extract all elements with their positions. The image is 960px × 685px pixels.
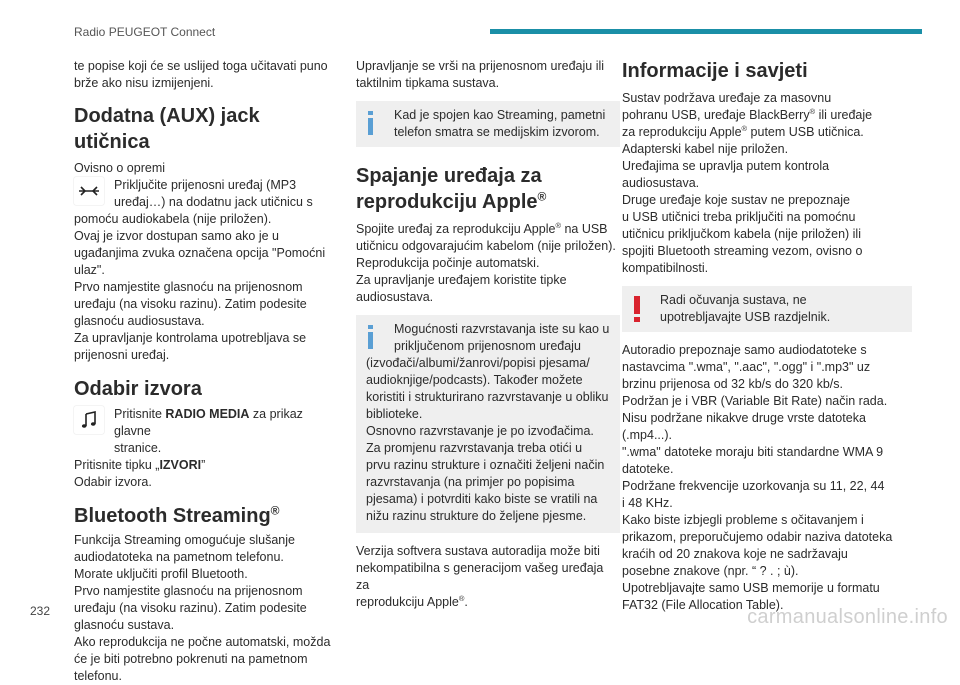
watermark: carmanualsonline.info xyxy=(747,606,948,628)
note-line: Mogućnosti razvrstavanja iste su kao u xyxy=(394,322,610,336)
info-line: Druge uređaje koje sustav ne prepoznaje xyxy=(622,193,850,207)
apple-body-line: Za upravljanje uređajem koristite tipke xyxy=(356,273,567,287)
intro-line: brže ako nisu izmijenjeni. xyxy=(74,76,214,90)
bluetooth-body-line: glasnoću sustava. xyxy=(74,618,175,632)
info-line: Adapterski kabel nije priložen. xyxy=(622,142,789,156)
note-line: audioknjige/podcasts). Također možete xyxy=(366,373,583,387)
aux-body-line: ulaz". xyxy=(74,263,105,277)
info-note-streaming xyxy=(356,101,620,147)
format-line: prikazom, preporučujemo odabir naziva datoteka xyxy=(622,530,893,544)
source-icon-row xyxy=(74,406,338,457)
source-line-3: Pritisnite tipku „IZVORI” xyxy=(74,458,206,472)
bluetooth-body-line: telefonu. xyxy=(74,669,122,683)
format-line: ".wma" datoteke moraju biti standardne WMA 9 xyxy=(622,445,884,459)
aux-body-line: Ovaj je izvor dostupan samo ako je u xyxy=(74,229,279,243)
warning-icon xyxy=(634,296,640,322)
aux-body-line: glasnoću audiosustava. xyxy=(74,314,205,328)
format-line: Kako biste izbjegli probleme s očitavanjem i xyxy=(622,513,864,527)
apple-heading: Spajanje uređaja za reprodukciju Apple® xyxy=(356,165,547,213)
note-line: (izvođači/albumi/žanrovi/popisi pjesama/ xyxy=(366,356,590,370)
info-line: za reprodukciju Apple® putem USB utičnica. xyxy=(622,123,864,139)
format-line: kraćih od 20 znakova koje ne sadržavaju xyxy=(622,547,848,561)
format-line: i 48 KHz. xyxy=(622,496,673,510)
info-icon xyxy=(368,111,373,135)
bluetooth-body-line: Morate uključiti profil Bluetooth. xyxy=(74,567,248,581)
outro-line: nekompatibilna s generacijom vašeg uređaja za xyxy=(356,561,604,592)
info-heading: Informacije i savjeti xyxy=(622,60,808,82)
note-line: biblioteke. xyxy=(366,407,423,421)
intro-line: Upravljanje se vrši na prijenosnom uređaju ili xyxy=(356,59,605,73)
column-left xyxy=(74,58,338,685)
note-line: Osnovno razvrstavanje je po izvođačima. xyxy=(366,424,594,438)
aux-jack-icon xyxy=(74,177,104,205)
format-line: brzinu prijenosa od 32 kb/s do 320 kb/s. xyxy=(622,377,843,391)
note-line: Kad je spojen kao Streaming, pametni xyxy=(394,108,606,122)
bluetooth-body-line: uređaju (na visoku razinu). Zatim podesite xyxy=(74,601,307,615)
running-header-title: Radio PEUGEOT Connect xyxy=(74,25,216,39)
bluetooth-body-line: Ako reprodukcija ne počne automatski, možda xyxy=(74,635,331,649)
note-line: koristiti i strukturirano razvrstavanje u obliku xyxy=(366,390,609,404)
aux-lead: Ovisno o opremi xyxy=(74,161,166,175)
apple-body-line: Reprodukcija počinje automatski. xyxy=(356,256,540,270)
info-note-sorting xyxy=(356,315,620,533)
info-line: kompatibilnosti. xyxy=(622,261,709,275)
source-heading: Odabir izvora xyxy=(74,378,202,400)
info-line: audiosustava. xyxy=(622,176,700,190)
aux-icon-text: Priključite prijenosni uređaj (MP3 xyxy=(114,178,297,192)
column-right xyxy=(622,58,912,614)
outro-line: Verzija softvera sustava autoradija može biti xyxy=(356,544,600,558)
music-note-icon xyxy=(74,406,104,434)
aux-icon-row xyxy=(74,177,338,211)
apple-body-line: utičnicu odgovarajućim kabelom (nije priložen). xyxy=(356,239,616,253)
aux-body-line: Prvo namjestite glasnoću na prijenosnom xyxy=(74,280,303,294)
format-line: Podržane frekvencije uzorkovanja su 11, 22, 44 xyxy=(622,479,885,493)
aux-heading: Dodatna (AUX) jack utičnica xyxy=(74,105,260,153)
intro-line: te popise koji će se uslijed toga učitavati puno xyxy=(74,59,328,73)
format-line: Upotrebljavajte samo USB memorije u formatu xyxy=(622,581,880,595)
source-line-4: Odabir izvora. xyxy=(74,475,152,489)
info-line: u USB utičnici treba priključiti na pomoćnu xyxy=(622,210,856,224)
format-line: datoteke. xyxy=(622,462,674,476)
intro-line: taktilnim tipkama sustava. xyxy=(356,76,500,90)
info-line: pohranu USB, uređaje BlackBerry® ili uređaje xyxy=(622,106,873,122)
note-line: prvu razinu strukture i označiti željeni način xyxy=(366,458,605,472)
info-line: Sustav podržava uređaje za masovnu xyxy=(622,91,832,105)
format-line: (.mp4...). xyxy=(622,428,673,442)
radio-media-label: RADIO MEDIA xyxy=(165,407,250,421)
aux-body-line: uređaju (na visoku razinu). Zatim podesite xyxy=(74,297,307,311)
format-line: posebne znakove (npr. “ ? . ; ù). xyxy=(622,564,799,578)
aux-body-line: prijenosni uređaj. xyxy=(74,348,170,362)
bluetooth-body-line: audiodatoteka na pametnom telefonu. xyxy=(74,550,284,564)
izvori-label: IZVORI xyxy=(159,458,202,472)
header-accent-bar xyxy=(490,29,922,34)
format-line: FAT32 (File Allocation Table). xyxy=(622,598,784,612)
bluetooth-heading: Bluetooth Streaming® xyxy=(74,503,280,527)
note-line: Za promjenu razvrstavanja treba otići u xyxy=(366,441,583,455)
format-line: Nisu podržane nikakve druge vrste datoteka xyxy=(622,411,866,425)
aux-icon-text: uređaj…) na dodatnu jack utičnicu s xyxy=(114,195,313,209)
bluetooth-body-line: Prvo namjestite glasnoću na prijenosnom xyxy=(74,584,303,598)
bluetooth-body-line: će je biti potrebno pokrenuti na pametnom xyxy=(74,652,308,666)
source-line-2: stranice. xyxy=(114,441,162,455)
bluetooth-body-line: Funkcija Streaming omogućuje slušanje xyxy=(74,533,295,547)
info-icon xyxy=(368,325,373,349)
column-middle xyxy=(356,58,620,611)
note-line: razvrstavanja (na primjer po popisima xyxy=(366,475,575,489)
aux-body-line: ugađanjima zvuka označena opcija "Pomoćni xyxy=(74,246,326,260)
format-line: Autoradio prepoznaje samo audiodatoteke s xyxy=(622,343,867,357)
apple-line-1: Spojite uređaj za reprodukciju Apple® na USB xyxy=(356,220,608,236)
aux-body-line: Za upravljanje kontrolama upotrebljava se xyxy=(74,331,307,345)
info-line: spojiti Bluetooth streaming vezom, ovisno o xyxy=(622,244,863,258)
format-line: Podržan je i VBR (Variable Bit Rate) način rada. xyxy=(622,394,888,408)
apple-body-line: audiosustava. xyxy=(356,290,434,304)
info-line: utičnicu priključkom kabela (nije priložen) ili xyxy=(622,227,861,241)
info-line: Uređajima se upravlja putem kontrola xyxy=(622,159,830,173)
warning-line: upotrebljavajte USB razdjelnik. xyxy=(660,310,831,324)
page-number: 232 xyxy=(30,604,51,618)
note-line: pjesama) i potvrditi kako biste se vratili na xyxy=(366,492,598,506)
warning-note-usb-hub xyxy=(622,286,912,332)
aux-body-line: pomoću audiokabela (nije priložen). xyxy=(74,212,272,226)
warning-line: Radi očuvanja sustava, ne xyxy=(660,293,807,307)
source-line-1: Pritisnite RADIO MEDIA za prikaz glavne xyxy=(114,407,303,438)
note-line: telefon smatra se medijskim izvorom. xyxy=(394,125,600,139)
outro-line: reprodukciju Apple®. xyxy=(356,593,468,609)
format-line: nastavcima ".wma", ".aac", ".ogg" i ".mp3" uz xyxy=(622,360,871,374)
note-line: priključenom prijenosnom uređaju xyxy=(394,339,581,353)
note-line: nižu razinu strukture do željene pjesme. xyxy=(366,509,587,523)
